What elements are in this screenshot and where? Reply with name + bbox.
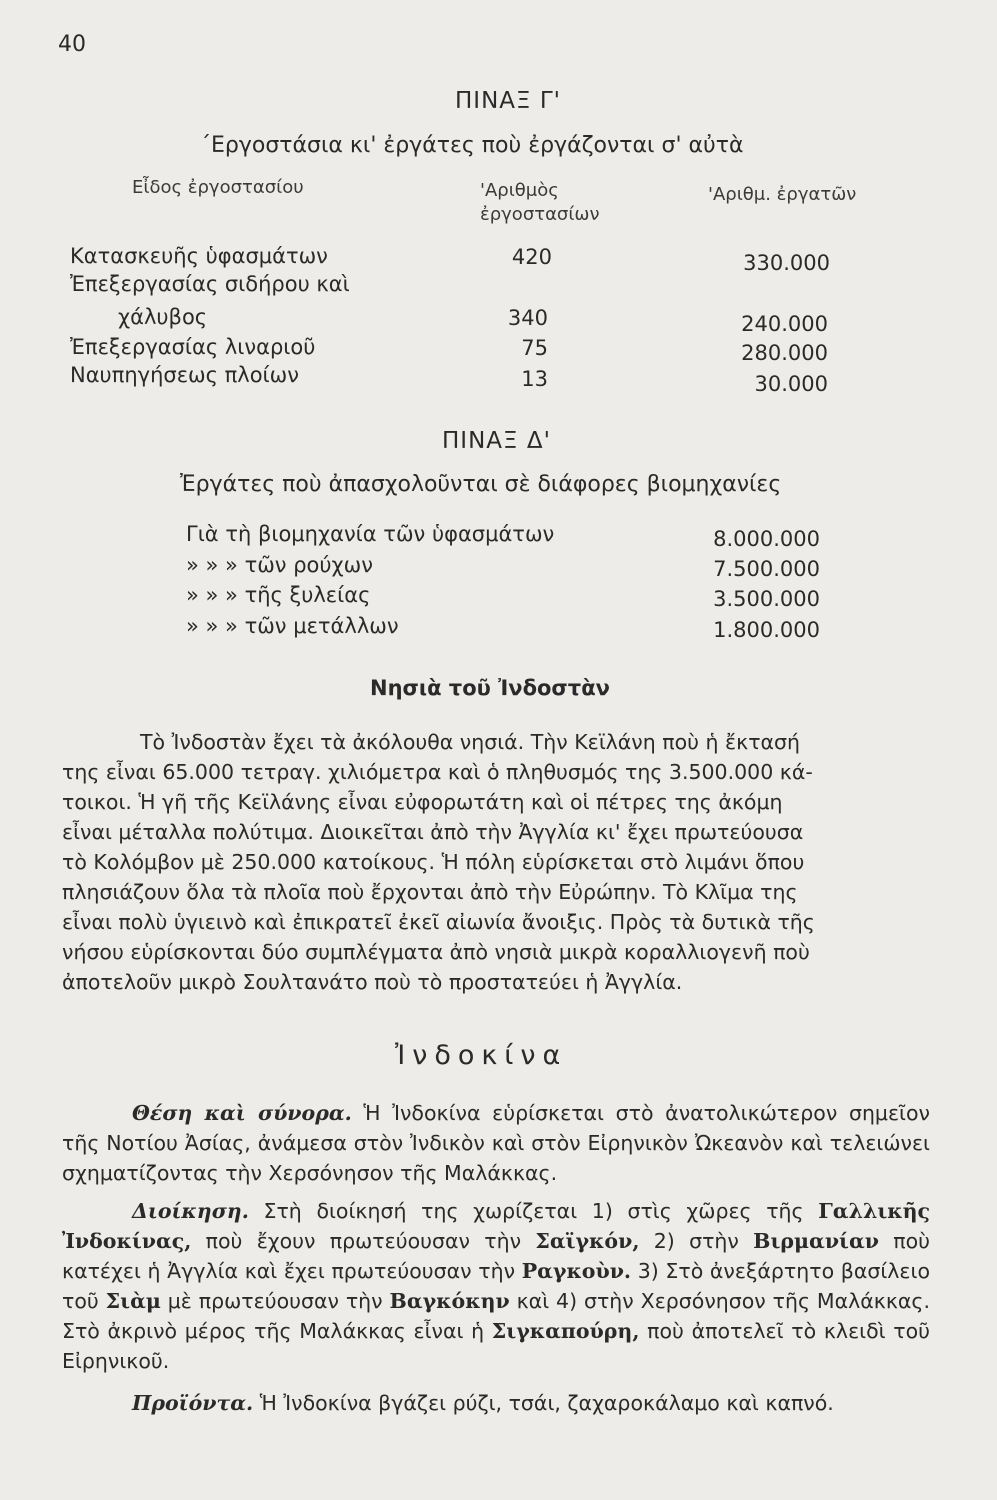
table-g-row-3-workers: 240.000: [741, 312, 828, 336]
table-d-row-3-label: » » » τῆς ξυλείας: [186, 583, 371, 607]
table-d-row-2-value: 7.500.000: [713, 557, 820, 581]
table-g-row-1-factories: 420: [511, 245, 552, 269]
burma: Βιρμανίαν: [753, 1229, 879, 1253]
indochina-heading: Ἰνδοκίνα: [395, 1040, 568, 1071]
table-g-row-5-factories: 13: [521, 367, 548, 391]
table-g-row-1-workers: 330.000: [743, 251, 830, 275]
saigon: Σαϊγκόν,: [535, 1229, 640, 1253]
islands-line-8: νήσου εὑρίσκονται δύο συμπλέγματα ἀπὸ νησιὰ μικρὰ κοραλλιογενῆ ποὺ: [62, 940, 810, 964]
products-lead: Προϊόντα.: [132, 1391, 254, 1415]
singapore: Σιγκαπούρη,: [491, 1319, 640, 1343]
islands-heading: Νησιὰ τοῦ Ἰνδοστὰν: [370, 676, 610, 700]
islands-line-4: εἶναι μέταλλα πολύτιμα. Διοικεῖται ἀπὸ τὴν Ἀγγλία κι' ἔχει πρωτεύουσα: [62, 820, 804, 844]
indochina-position-paragraph: [62, 1098, 930, 1188]
table-g-row-1-name: Κατασκευῆς ὑφασμάτων: [70, 244, 328, 268]
table-g-row-5-workers: 30.000: [754, 372, 828, 396]
table-g-subtitle: ΄Εργοστάσια κι' ἐργάτες ποὺ ἐργάζονται σ' αὐτὰ: [200, 133, 744, 158]
table-d-row-4-label: » » » τῶν μετάλλων: [186, 614, 399, 638]
administration-text-f: 3) Στὸ ἀνεξάρτητο βασίλειο τοῦ: [62, 1259, 930, 1313]
table-g-row-2-name: Ἐπεξεργασίας σιδήρου καὶ: [70, 272, 350, 296]
french-indochina: Γαλλικῆς Ἰνδοκίνας,: [62, 1199, 930, 1253]
indochina-administration-paragraph: [62, 1196, 930, 1376]
table-g-row-3-factories: 340: [507, 306, 548, 330]
indochina-products-paragraph: [62, 1388, 930, 1418]
table-g-col-factories-2: ἐργοστασίων: [480, 204, 600, 225]
table-g-col-type: Εἶδος ἐργοστασίου: [132, 177, 304, 198]
page-number: 40: [58, 32, 86, 57]
islands-line-9: ἀποτελοῦν μικρὸ Σουλτανάτο ποὺ τὸ προστατεύει ἡ Ἀγγλία.: [62, 970, 683, 994]
table-d-row-1-label: Γιὰ τὴ βιομηχανία τῶν ὑφασμάτων: [186, 522, 555, 546]
administration-text-d: 2) στὴν: [639, 1229, 754, 1253]
siam: Σιὰμ: [105, 1289, 161, 1313]
position-lead: Θέση καὶ σύνορα.: [132, 1101, 352, 1125]
administration-text-e: ποὺ κατέχει ἡ Ἀγγλία καὶ ἔχει πρωτεύουσαν τὴν: [62, 1229, 931, 1283]
administration-lead: Διοίκηση.: [132, 1199, 249, 1223]
table-d-subtitle: Ἐργάτες ποὺ ἀπασχολοῦνται σὲ διάφορες βιομηχανίες: [180, 472, 782, 497]
bangkok: Βαγκόκην: [389, 1289, 510, 1313]
products-text: Ἡ Ἰνδοκίνα βγάζει ρύζι, τσάι, ζαχαροκάλαμο καὶ καπνό.: [253, 1391, 834, 1415]
islands-line-2: της εἶναι 65.000 τετραγ. χιλιόμετρα καὶ ὁ πληθυσμός της 3.500.000 κά-: [62, 760, 813, 784]
table-d-row-3-value: 3.500.000: [713, 587, 820, 611]
islands-line-1: Τὸ Ἰνδοστὰν ἔχει τὰ ἀκόλουθα νησιά. Τὴν Κεϊλάνη ποὺ ἡ ἔκτασή: [140, 730, 801, 754]
table-g-row-4-factories: 75: [521, 336, 548, 360]
table-g-row-3-name: χάλυβος: [118, 305, 208, 329]
administration-text-h: καὶ 4) στὴν Χερσόνησον τῆς Μαλάκκας. Στὸ ἀκρινὸ μέρος τῆς Μαλάκκας εἶναι ἡ: [62, 1289, 930, 1343]
table-g-row-5-name: Ναυπηγήσεως πλοίων: [70, 363, 299, 387]
islands-line-6: πλησιάζουν ὅλα τὰ πλοῖα ποὺ ἔρχονται ἀπὸ τὴν Εὐρώπην. Τὸ Κλῖμα της: [62, 880, 798, 904]
table-d-row-1-value: 8.000.000: [713, 527, 820, 551]
table-g-col-workers: 'Αριθμ. ἐργατῶν: [708, 184, 857, 205]
position-text: Ἡ Ἰνδοκίνα εὑρίσκεται στὸ ἀνατολικώτερον σημεῖον τῆς Νοτίου Ἀσίας, ἀνάμεσα στὸν Ἰνδικὸν καὶ στὸν Εἰρηνικὸν Ὠκεανὸν καὶ τελειώνει σχηματίζοντας τὴν Χερσόνησον τῆς Μαλάκκας.: [62, 1101, 930, 1185]
table-g-row-4-name: Ἐπεξεργασίας λιναριοῦ: [70, 335, 316, 359]
administration-text-i: ποὺ ἀποτελεῖ τὸ κλειδὶ τοῦ Εἰρηνικοῦ.: [62, 1319, 931, 1373]
islands-line-3: τοικοι. Ἡ γῆ τῆς Κεϊλάνης εἶναι εὐφορωτάτη καὶ οἱ πέτρες της ἀκόμη: [62, 790, 783, 814]
table-g-row-4-workers: 280.000: [741, 341, 828, 365]
administration-text-g: μὲ πρωτεύουσαν τὴν: [160, 1289, 390, 1313]
table-g-title: ΠΙΝΑΞ Γ': [455, 88, 561, 114]
table-g-col-factories: 'Αριθμὸς: [480, 180, 559, 201]
table-d-row-2-label: » » » τῶν ρούχων: [186, 553, 373, 577]
islands-line-5: τὸ Κολόμβον μὲ 250.000 κατοίκους. Ἡ πόλη εὑρίσκεται στὸ λιμάνι ὅπου: [62, 850, 805, 874]
rangoon: Ραγκοὺν.: [521, 1259, 632, 1283]
administration-text-c: ποὺ ἔχουν πρωτεύουσαν τὴν: [191, 1229, 536, 1253]
table-d-title: ΠΙΝΑΞ Δ': [442, 428, 551, 454]
table-d-row-4-value: 1.800.000: [713, 618, 820, 642]
islands-line-7: εἶναι πολὺ ὑγιεινὸ καὶ ἐπικρατεῖ ἐκεῖ αἰωνία ἄνοιξις. Πρὸς τὰ δυτικὰ τῆς: [62, 910, 815, 934]
administration-text-a: Στὴ διοίκησή της χωρίζεται 1) στὶς χῶρες τῆς: [248, 1199, 819, 1223]
